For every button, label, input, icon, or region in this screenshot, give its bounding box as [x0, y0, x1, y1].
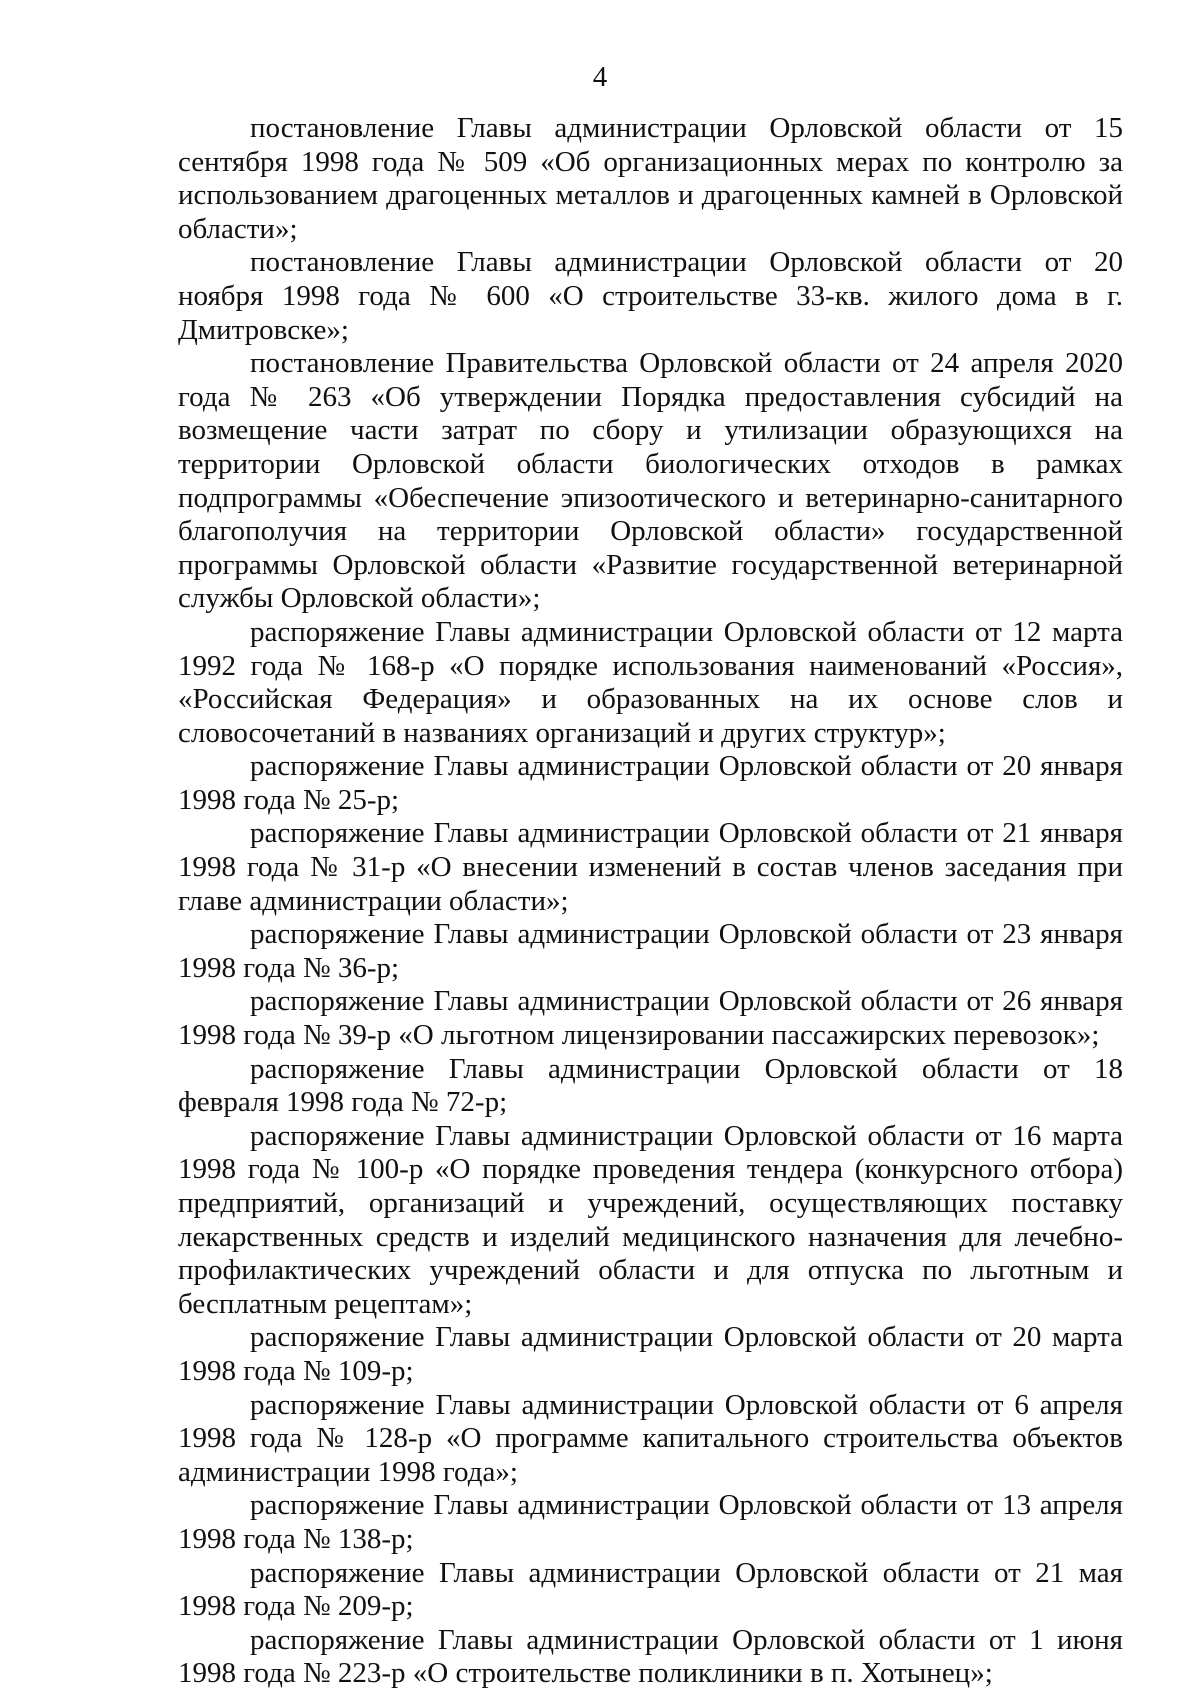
document-body [178, 112, 1123, 1691]
paragraph: распоряжение Главы администрации Орловской области от 26 января 1998 года № 39-р «О льготном лицензировании пассажирских перевозок»; [178, 985, 1123, 1052]
paragraph: распоряжение Главы администрации Орловской области от 21 мая 1998 года № 209-р; [178, 1556, 1123, 1623]
paragraph: распоряжение Главы администрации Орловской области от 1 июня 1998 года № 223-р «О строительстве поликлиники в п. Хотынец»; [178, 1623, 1123, 1690]
paragraph: распоряжение Главы администрации Орловской области от 20 января 1998 года № 25-р; [178, 750, 1123, 816]
paragraph: распоряжение Главы администрации Орловской области от 20 марта 1998 года № 109-р; [178, 1321, 1123, 1387]
paragraph: постановление Главы администрации Орловской области от 15 сентября 1998 года № 509 «Об организационных мерах по контролю за использованием драгоценных металлов и драгоценных камней в Орловской области»; [178, 112, 1123, 245]
paragraph: распоряжение Главы администрации Орловской области от 6 апреля 1998 года № 128-р «О программе капитального строительства объектов администрации 1998 года»; [178, 1388, 1123, 1488]
page-number: 4 [592, 61, 608, 93]
paragraph: распоряжение Главы администрации Орловской области от 23 января 1998 года № 36-р; [178, 918, 1123, 984]
paragraph: распоряжение Главы администрации Орловской области от 12 марта 1992 года № 168-р «О порядке использования наименований «Россия», «Российская Федерация» и образованных на их основе слов и словосочетаний в названиях организаций и других структур»; [178, 615, 1123, 749]
paragraph: распоряжение Главы администрации Орловской области от 18 февраля 1998 года № 72-р; [178, 1052, 1123, 1119]
paragraph: постановление Главы администрации Орловской области от 20 ноября 1998 года № 600 «О строительстве 33-кв. жилого дома в г. Дмитровске»; [178, 246, 1123, 346]
paragraph: постановление Правительства Орловской области от 24 апреля 2020 года № 263 «Об утверждении Порядка предоставления субсидий на возмещение части затрат по сбору и утилизации образующихся на территории Орловской области биологических отходов в рамках подпрограммы «Обеспечение эпизоотического и ветеринарно-санитарного благополучия на территории Орловской области» государственной программы Орловской области «Развитие государственной ветеринарной службы Орловской области»; [178, 347, 1123, 615]
paragraph: распоряжение Главы администрации Орловской области от 13 апреля 1998 года № 138-р; [178, 1489, 1123, 1555]
paragraph: распоряжение Главы администрации Орловской области от 21 января 1998 года № 31-р «О внесении изменений в состав членов заседания при главе администрации области»; [178, 817, 1123, 917]
paragraph: распоряжение Главы администрации Орловской области от 16 марта 1998 года № 100-р «О порядке проведения тендера (конкурсного отбора) предприятий, организаций и учреждений, осуществляющих поставку лекарственных средств и изделий медицинского назначения для лечебно-профилактических учреждений области и для отпуска по льготным и бесплатным рецептам»; [178, 1119, 1123, 1320]
